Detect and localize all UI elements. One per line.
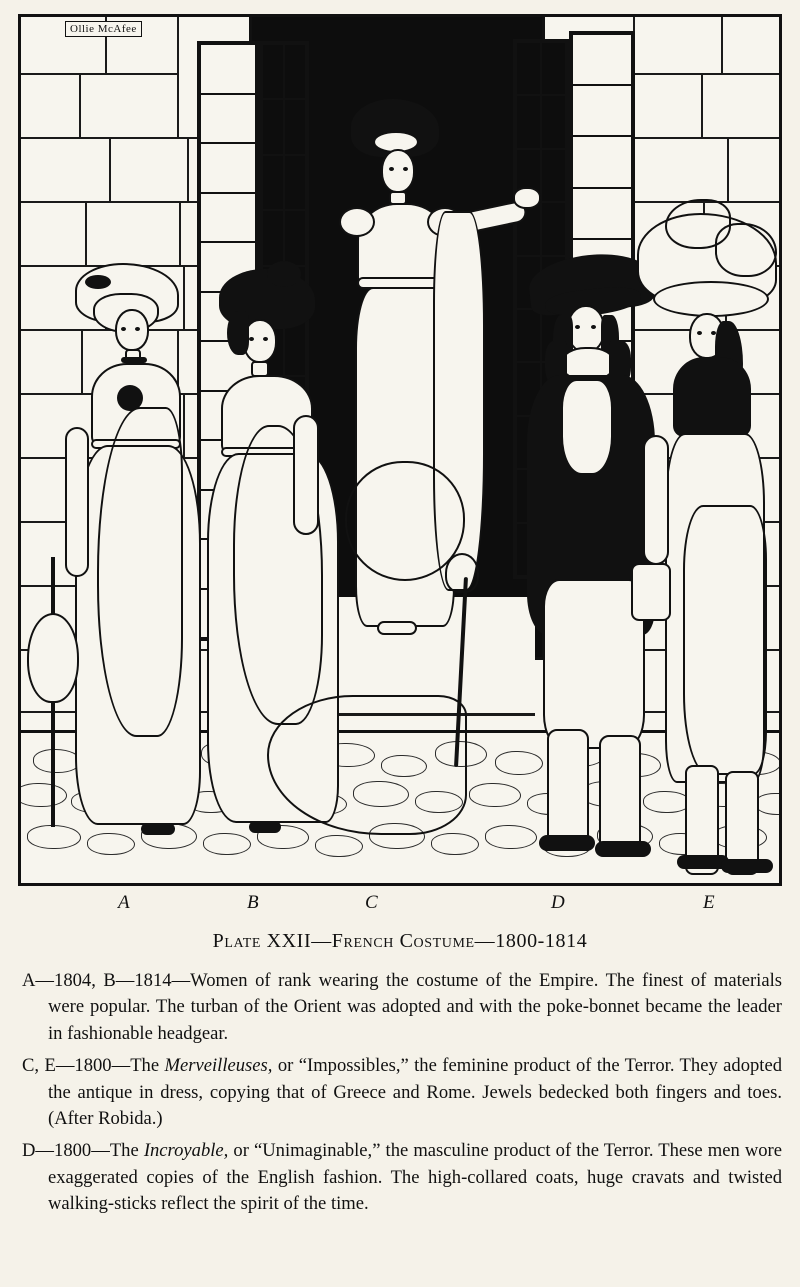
parasol-canopy xyxy=(27,613,79,703)
figure-letter-b: B xyxy=(247,892,259,913)
boot-left xyxy=(547,729,589,849)
puff-sleeve-left xyxy=(339,207,375,237)
arm xyxy=(643,435,669,565)
caption-d-text-2: or “Unimaginable,” the masculine product of the Terror. These men wore exaggerated copies of the English fashion. The high-collared coats, huge cravats and twisted walking-sticks reflect the spirit of the time. xyxy=(48,1140,782,1215)
figure-letter-e: E xyxy=(703,892,715,913)
caption-ce xyxy=(22,1053,782,1132)
face xyxy=(115,309,149,351)
sandal xyxy=(377,621,417,635)
plate-illustration xyxy=(18,14,782,886)
caption-d-italic: Incroyable, xyxy=(143,1140,229,1162)
face xyxy=(381,149,415,193)
caption-ab-lead: A—1804, B—1814— xyxy=(22,970,191,991)
figure-c-merveilleuse xyxy=(307,91,537,671)
dark-bodice xyxy=(673,357,751,437)
coat-lapel xyxy=(561,379,613,475)
shoe xyxy=(249,821,281,833)
caption-d xyxy=(22,1138,782,1217)
caption-ce-lead: C, E—1800— xyxy=(22,1055,131,1077)
shawl-drape xyxy=(97,407,183,737)
walking-stick-curl xyxy=(445,553,479,593)
artist-signature: Ollie McAfee xyxy=(65,21,142,37)
caption-ce-text-2: or “Impossibles,” the feminine product of the Terror. They adopted the antique in dress, copying that of Greece and Rome. Jewels bedecked both fingers and toes. (After Robida.) xyxy=(48,1055,783,1129)
arm xyxy=(65,427,89,577)
figure-e-merveilleuse xyxy=(629,205,779,855)
reticule-bag xyxy=(631,563,671,621)
caption-ce-italic: Merveilleuses, xyxy=(164,1055,273,1077)
hand xyxy=(513,187,541,209)
figure-letter-a: A xyxy=(118,892,130,913)
patterned-overskirt xyxy=(683,505,767,775)
caption-ce-text-1: The xyxy=(130,1055,165,1077)
hat-brim xyxy=(653,281,769,317)
caption-d-lead: D—1800— xyxy=(22,1140,110,1162)
plate-title xyxy=(0,930,800,953)
figure-letter-c: C xyxy=(365,892,378,913)
shoe xyxy=(141,823,175,835)
figure-letter-row xyxy=(18,892,782,918)
plate-inner-scene xyxy=(21,17,779,883)
caption-ab-text: Women of rank wearing the costume of the Empire. The finest of materials were popular. The turban of the Orient was adopted and with the poke-bonnet became the leader in fashionable headgear. xyxy=(48,970,782,1044)
caption-ab xyxy=(22,968,782,1047)
plate-title-text: Plate XXII—French Costume—1800-1814 xyxy=(212,930,588,952)
caption-d-text-1: The xyxy=(109,1140,144,1162)
figure-letter-d: D xyxy=(551,892,565,913)
caption-block xyxy=(22,968,782,1224)
